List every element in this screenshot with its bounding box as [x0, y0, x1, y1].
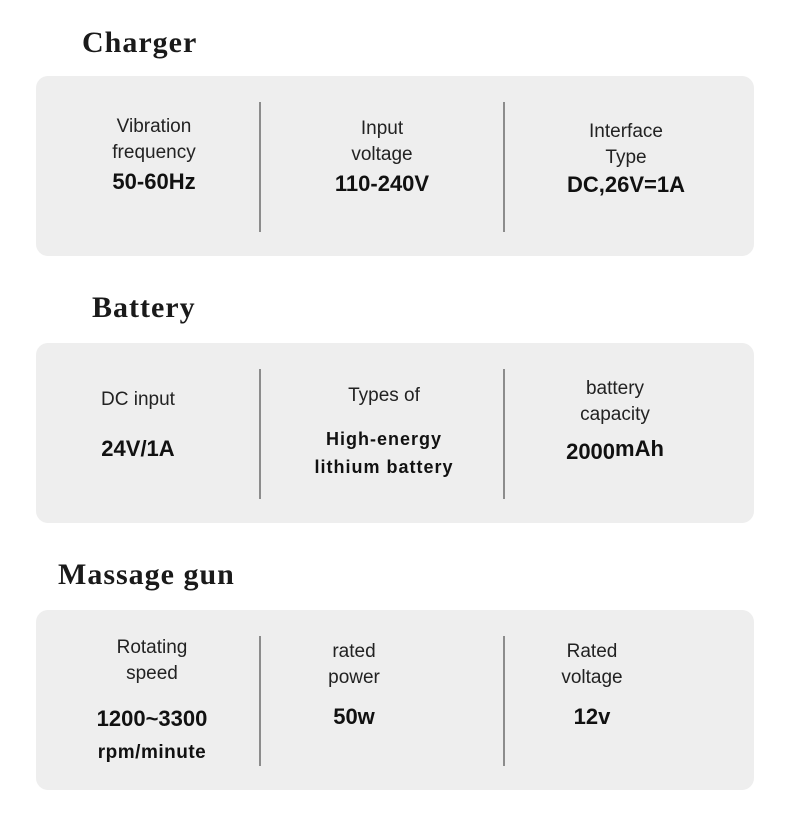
charger-panel [36, 76, 754, 256]
divider [503, 102, 505, 232]
spec-label: power [328, 667, 380, 688]
spec-value: 1200~3300 [96, 706, 208, 731]
spec-value: 110-240V [334, 171, 430, 196]
spec-value: 2000 [566, 439, 616, 464]
spec-vibration-frequency [44, 114, 264, 196]
spec-unit: mAh [615, 436, 664, 461]
spec-label: Type [605, 147, 647, 168]
spec-label: Rated [566, 641, 618, 662]
spec-label: Types of [348, 385, 420, 406]
spec-value: 12v [573, 704, 611, 729]
spec-label: battery [585, 378, 645, 399]
spec-value-row [505, 436, 725, 462]
spec-label: Rotating [116, 637, 188, 658]
spec-dc-input [28, 387, 248, 463]
spec-unit: rpm/minute [97, 742, 207, 763]
spec-label: Input [360, 118, 404, 139]
spec-value: High-energy [325, 429, 442, 449]
spec-battery-capacity [505, 376, 725, 462]
spec-interface-type [516, 119, 736, 199]
battery-panel [36, 343, 754, 523]
section-title-battery: Battery [92, 291, 196, 324]
spec-rated-voltage [482, 639, 702, 731]
spec-battery-type [274, 383, 494, 481]
spec-label: Interface [589, 121, 663, 142]
spec-value: lithium battery [314, 457, 454, 477]
spec-label: voltage [351, 144, 413, 165]
spec-rotating-speed [42, 635, 262, 767]
spec-label: capacity [580, 404, 650, 425]
spec-label: speed [126, 663, 178, 684]
spec-rated-power [244, 639, 464, 731]
section-title-charger: Charger [82, 26, 198, 59]
spec-label: rated [332, 641, 376, 662]
spec-label: voltage [561, 667, 623, 688]
spec-value: 50-60Hz [112, 169, 196, 194]
spec-label: frequency [112, 142, 196, 163]
spec-label: DC input [101, 389, 175, 410]
spec-label: Vibration [116, 116, 192, 137]
massage-gun-panel [36, 610, 754, 790]
spec-input-voltage [272, 116, 492, 198]
divider [259, 369, 261, 499]
section-title-massage-gun: Massage gun [58, 558, 235, 591]
spec-value: DC,26V=1A [566, 172, 685, 197]
spec-value: 50w [333, 704, 375, 729]
spec-value: 24V/1A [101, 436, 175, 461]
